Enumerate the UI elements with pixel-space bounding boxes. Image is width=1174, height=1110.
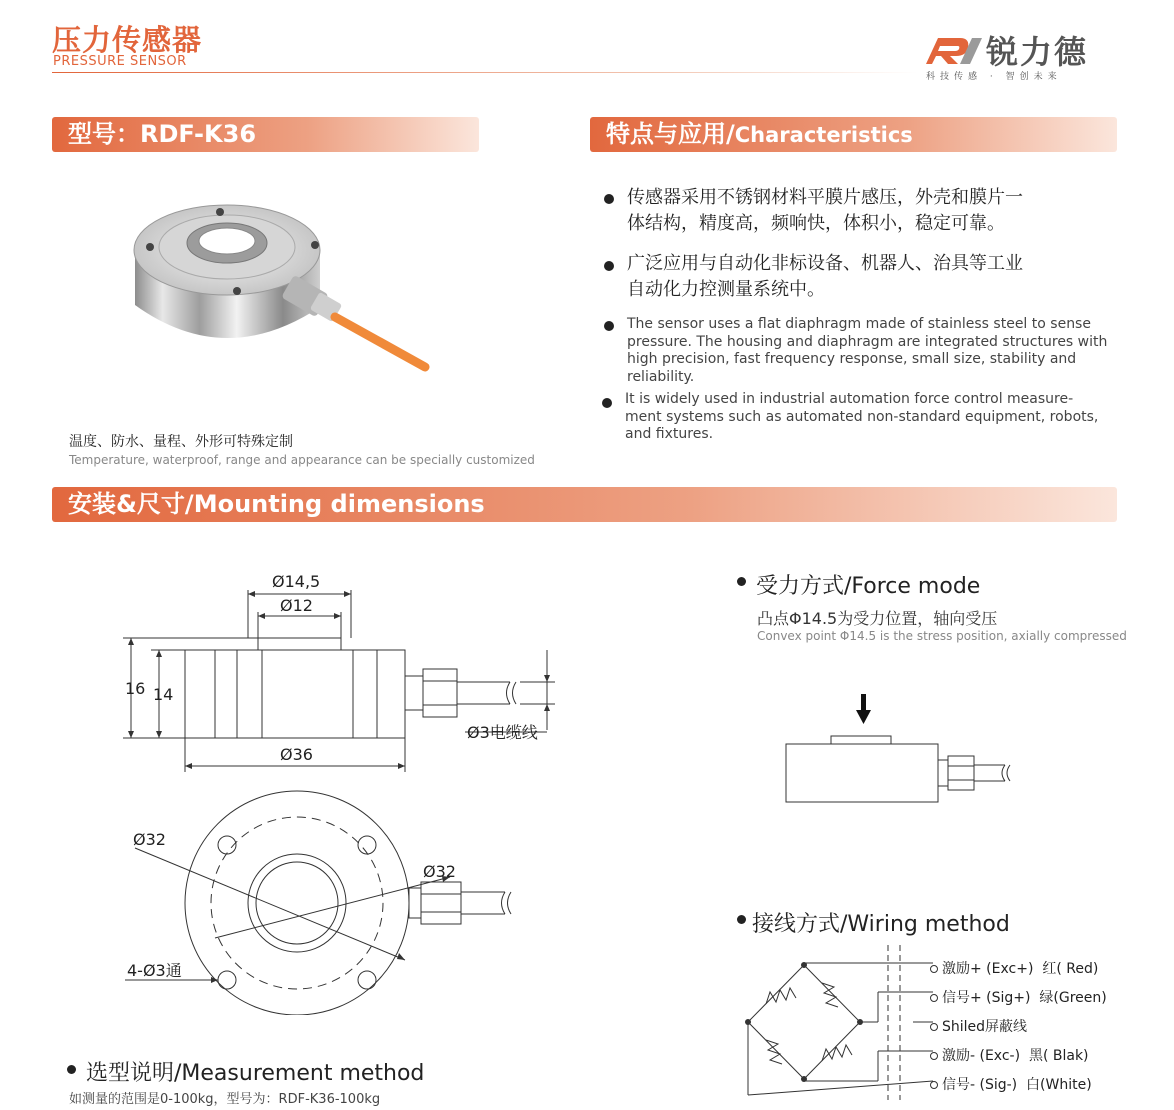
header-divider (52, 72, 918, 73)
wiring-color: 红( Red) (1042, 961, 1099, 977)
dim-cable: Ø3电缆线 (467, 723, 538, 742)
dim-h16: 16 (125, 679, 146, 698)
bullet-dot (604, 194, 614, 204)
bullet-dot (604, 261, 614, 271)
terminal-icon (930, 1081, 938, 1089)
char-bullet-line: 传感器采用不锈钢材料平膜片感压，外壳和膜片一 (627, 187, 1023, 208)
terminal-icon (930, 994, 938, 1002)
wiring-label: Shiled屏蔽线 (942, 1019, 1028, 1035)
char-bullet-line: 体结构，精度高，频响快，体积小，稳定可靠。 (627, 213, 1005, 234)
dim-d32-outer: Ø32 (133, 830, 166, 849)
bullet-dot (604, 321, 614, 331)
char-bullet-en-2 (625, 391, 1098, 444)
dim-h14: 14 (153, 685, 174, 704)
wiring-row-shield (930, 1013, 1107, 1042)
dim-d36: Ø36 (280, 745, 313, 764)
char-bullet-line: The sensor uses a flat diaphragm made of stainless steel to sense (627, 316, 1091, 332)
brand-tagline: 科技传感 · 智创未来 (926, 72, 1062, 82)
top-view-drawing (115, 790, 535, 1015)
wiring-color: 黑( Blak) (1028, 1048, 1089, 1064)
char-bullet-line: high precision, fast frequency response, small size, stability and (627, 351, 1077, 367)
terminal-icon (930, 1052, 938, 1060)
page-subtitle: PRESSURE SENSOR (53, 54, 187, 69)
model-banner: 型号：RDF-K36 (52, 117, 479, 152)
force-mode-desc-cn: 凸点Φ14.5为受力位置，轴向受压 (757, 609, 998, 628)
wiring-bridge-diagram (738, 945, 948, 1100)
mounting-banner: 安装&尺寸/Mounting dimensions (52, 487, 1117, 522)
wiring-row-exc-plus (930, 955, 1107, 984)
force-mode-title: 受力方式/Force mode (756, 574, 981, 599)
page-title: 压力传感器 (52, 23, 203, 57)
brand-name: 锐力德 (986, 33, 1089, 71)
wiring-row-sig-plus (930, 984, 1107, 1013)
wiring-row-sig-minus (930, 1071, 1107, 1100)
product-caption-en: Temperature, waterproof, range and appearance can be specially customized (69, 453, 535, 467)
char-bullet-line: 自动化力控测量系统中。 (627, 279, 825, 300)
bullet-dot (737, 915, 746, 924)
dim-d145: Ø14,5 (272, 572, 321, 591)
product-caption-cn: 温度、防水、量程、外形可特殊定制 (69, 434, 293, 450)
char-bullet-en-1 (627, 316, 1107, 386)
wiring-label: 激励+ (Exc+) (942, 961, 1034, 977)
measurement-desc: 如测量的范围是0-100kg，型号为：RDF-K36-100kg (69, 1092, 381, 1107)
terminal-icon (930, 965, 938, 973)
characteristics-title-cn: 特点与应用/ (606, 120, 735, 148)
wiring-color: 白(White) (1026, 1077, 1092, 1093)
characteristics-title-en: Characteristics (734, 123, 913, 147)
wiring-color: 绿(Green) (1039, 990, 1107, 1006)
char-bullet-line: reliability. (627, 368, 695, 385)
bullet-dot (602, 398, 612, 408)
wiring-label: 信号- (Sig-) (942, 1077, 1018, 1093)
force-mode-desc-en: Convex point Φ14.5 is the stress position, axially compressed (757, 629, 1127, 643)
bullet-dot (737, 577, 746, 586)
bullet-dot (67, 1065, 76, 1074)
characteristics-banner (590, 117, 1117, 152)
dim-holes: 4-Ø3通 (127, 961, 182, 980)
dim-d32-inner: Ø32 (423, 862, 456, 881)
wiring-label: 激励- (Exc-) (942, 1048, 1021, 1064)
wiring-title: 接线方式/Wiring method (752, 912, 1010, 937)
wiring-label: 信号+ (Sig+) (942, 990, 1031, 1006)
force-mode-diagram (780, 690, 1020, 810)
char-bullet-line: ment systems such as automated non-standard equipment, robots, (625, 408, 1099, 425)
measurement-title: 选型说明/Measurement method (86, 1061, 425, 1086)
side-view-drawing (115, 560, 565, 780)
wiring-legend (930, 955, 1107, 1100)
char-bullet-line: pressure. The housing and diaphragm are integrated structures with (627, 333, 1108, 350)
dim-d12: Ø12 (280, 596, 313, 615)
product-image (125, 195, 435, 375)
terminal-icon (930, 1023, 938, 1031)
char-bullet-cn-2 (627, 251, 1023, 303)
char-bullet-line: and fixtures. (625, 426, 714, 442)
force-arrow-icon (856, 694, 871, 724)
wiring-row-exc-minus (930, 1042, 1107, 1071)
char-bullet-cn-1 (627, 185, 1023, 237)
char-bullet-line: It is widely used in industrial automation force control measure- (625, 391, 1074, 407)
char-bullet-line: 广泛应用与自动化非标设备、机器人、治具等工业 (627, 253, 1023, 274)
